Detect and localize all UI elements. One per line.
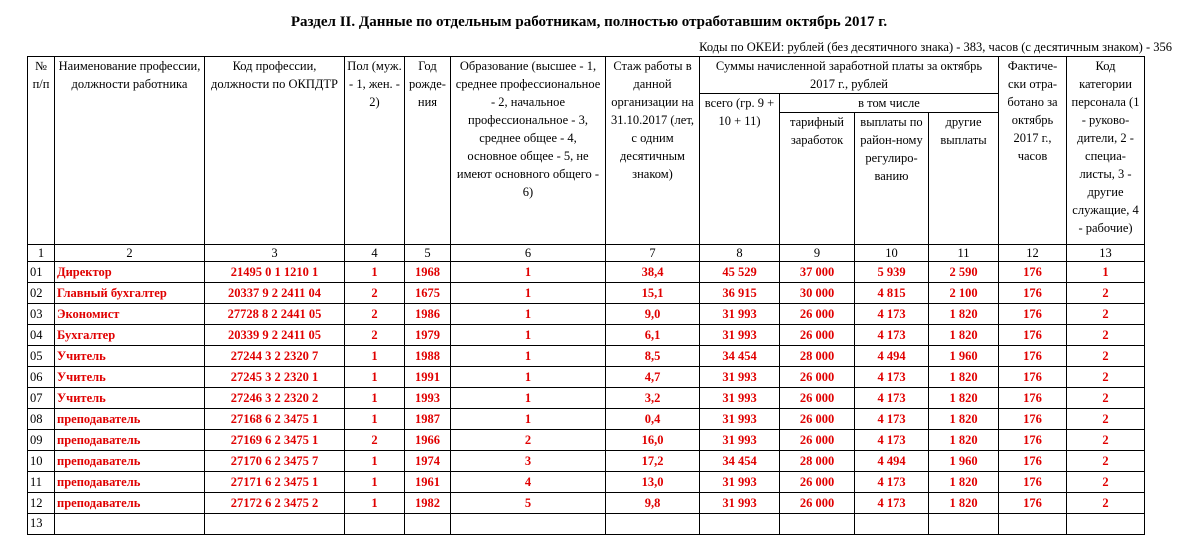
row-tariff-earnings: 26 000 [780, 304, 855, 325]
empty-cell [606, 514, 700, 535]
row-salary-total: 31 993 [700, 304, 780, 325]
row-position-name: Учитель [55, 367, 205, 388]
row-profession-code: 27168 6 2 3475 1 [205, 409, 345, 430]
row-tariff-earnings: 26 000 [780, 367, 855, 388]
column-number: 3 [205, 245, 345, 262]
row-regional-payments: 4 173 [855, 430, 929, 451]
column-number: 13 [1067, 245, 1145, 262]
row-work-experience: 6,1 [606, 325, 700, 346]
row-other-payments: 1 960 [929, 451, 999, 472]
row-profession-code: 27728 8 2 2441 05 [205, 304, 345, 325]
row-sex: 1 [345, 262, 405, 283]
column-number: 5 [405, 245, 451, 262]
table-row [28, 304, 1145, 325]
row-birth-year: 1986 [405, 304, 451, 325]
row-staff-category: 2 [1067, 346, 1145, 367]
row-education: 5 [451, 493, 606, 514]
row-work-experience: 38,4 [606, 262, 700, 283]
row-other-payments: 1 960 [929, 346, 999, 367]
row-work-experience: 15,1 [606, 283, 700, 304]
row-sex: 2 [345, 283, 405, 304]
table-row [28, 409, 1145, 430]
row-work-experience: 8,5 [606, 346, 700, 367]
row-tariff-earnings: 28 000 [780, 451, 855, 472]
row-hours-worked: 176 [999, 283, 1067, 304]
row-number: 05 [28, 346, 55, 367]
row-tariff-earnings: 26 000 [780, 493, 855, 514]
row-salary-total: 31 993 [700, 325, 780, 346]
row-staff-category: 2 [1067, 493, 1145, 514]
row-position-name: Главный бухгалтер [55, 283, 205, 304]
table-row [28, 346, 1145, 367]
row-other-payments: 2 590 [929, 262, 999, 283]
header-regional-payments: выплаты по район-ному регулиро-ванию [855, 113, 929, 245]
row-position-name: Директор [55, 262, 205, 283]
row-sex: 1 [345, 388, 405, 409]
table-row [28, 493, 1145, 514]
row-education: 1 [451, 346, 606, 367]
row-salary-total: 34 454 [700, 451, 780, 472]
header-work-experience: Стаж работы в данной организации на 31.10.2017 (лет, с одним десятичным знаком) [606, 57, 700, 245]
row-salary-total: 31 993 [700, 430, 780, 451]
row-sex: 1 [345, 367, 405, 388]
row-work-experience: 0,4 [606, 409, 700, 430]
column-number: 8 [700, 245, 780, 262]
empty-cell [780, 514, 855, 535]
header-birth-year: Год рожде-ния [405, 57, 451, 245]
column-numbers-row [28, 245, 1145, 262]
row-birth-year: 1991 [405, 367, 451, 388]
row-work-experience: 4,7 [606, 367, 700, 388]
row-staff-category: 1 [1067, 262, 1145, 283]
table-row [28, 262, 1145, 283]
header-including: в том числе [780, 94, 999, 113]
row-sex: 1 [345, 493, 405, 514]
column-number: 6 [451, 245, 606, 262]
empty-cell [345, 514, 405, 535]
table-row [28, 388, 1145, 409]
row-education: 1 [451, 283, 606, 304]
row-sex: 1 [345, 409, 405, 430]
row-birth-year: 1675 [405, 283, 451, 304]
empty-cell [855, 514, 929, 535]
row-education: 1 [451, 304, 606, 325]
header-number: № п/п [28, 57, 55, 245]
row-sex: 2 [345, 304, 405, 325]
header-other-payments: другие выплаты [929, 113, 999, 245]
row-hours-worked: 176 [999, 430, 1067, 451]
row-position-name: преподаватель [55, 430, 205, 451]
row-sex: 2 [345, 325, 405, 346]
row-hours-worked: 176 [999, 325, 1067, 346]
row-hours-worked: 176 [999, 367, 1067, 388]
row-profession-code: 27245 3 2 2320 1 [205, 367, 345, 388]
table-row [28, 283, 1145, 304]
row-hours-worked: 176 [999, 472, 1067, 493]
row-position-name: Экономист [55, 304, 205, 325]
column-number: 4 [345, 245, 405, 262]
row-birth-year: 1988 [405, 346, 451, 367]
row-staff-category: 2 [1067, 472, 1145, 493]
row-position-name: Учитель [55, 346, 205, 367]
empty-cell [205, 514, 345, 535]
row-hours-worked: 176 [999, 346, 1067, 367]
row-salary-total: 36 915 [700, 283, 780, 304]
row-birth-year: 1966 [405, 430, 451, 451]
row-birth-year: 1961 [405, 472, 451, 493]
row-hours-worked: 176 [999, 493, 1067, 514]
okei-codes-note: Коды по ОКЕИ: рублей (без десятичного знака) - 383, часов (с десятичным знаком) - 356 [699, 40, 1172, 54]
row-profession-code: 21495 0 1 1210 1 [205, 262, 345, 283]
row-sex: 1 [345, 472, 405, 493]
row-work-experience: 9,8 [606, 493, 700, 514]
row-other-payments: 1 820 [929, 493, 999, 514]
row-staff-category: 2 [1067, 430, 1145, 451]
row-position-name: Учитель [55, 388, 205, 409]
row-regional-payments: 4 173 [855, 409, 929, 430]
row-work-experience: 16,0 [606, 430, 700, 451]
row-work-experience: 3,2 [606, 388, 700, 409]
row-profession-code: 27171 6 2 3475 1 [205, 472, 345, 493]
row-salary-total: 34 454 [700, 346, 780, 367]
row-regional-payments: 5 939 [855, 262, 929, 283]
row-tariff-earnings: 26 000 [780, 472, 855, 493]
row-education: 1 [451, 388, 606, 409]
row-regional-payments: 4 173 [855, 325, 929, 346]
row-staff-category: 2 [1067, 304, 1145, 325]
table-row-empty [28, 514, 1145, 535]
section-title: Раздел II. Данные по отдельным работникам, полностью отработавшим октябрь 2017 г. [290, 14, 888, 30]
row-other-payments: 1 820 [929, 367, 999, 388]
row-regional-payments: 4 173 [855, 472, 929, 493]
column-number: 10 [855, 245, 929, 262]
row-tariff-earnings: 28 000 [780, 346, 855, 367]
row-number: 09 [28, 430, 55, 451]
row-regional-payments: 4 173 [855, 388, 929, 409]
row-staff-category: 2 [1067, 283, 1145, 304]
row-number: 11 [28, 472, 55, 493]
row-number: 10 [28, 451, 55, 472]
row-education: 1 [451, 409, 606, 430]
row-salary-total: 31 993 [700, 367, 780, 388]
row-work-experience: 9,0 [606, 304, 700, 325]
row-education: 3 [451, 451, 606, 472]
header-hours-worked: Фактиче-ски отра-ботано за октябрь 2017 г., часов [999, 57, 1067, 245]
row-salary-total: 31 993 [700, 493, 780, 514]
column-number: 9 [780, 245, 855, 262]
row-staff-category: 2 [1067, 367, 1145, 388]
row-hours-worked: 176 [999, 409, 1067, 430]
row-position-name: преподаватель [55, 409, 205, 430]
row-staff-category: 2 [1067, 451, 1145, 472]
column-number: 12 [999, 245, 1067, 262]
row-work-experience: 13,0 [606, 472, 700, 493]
row-hours-worked: 176 [999, 451, 1067, 472]
row-salary-total: 31 993 [700, 472, 780, 493]
row-education: 1 [451, 325, 606, 346]
row-birth-year: 1979 [405, 325, 451, 346]
row-other-payments: 1 820 [929, 409, 999, 430]
row-profession-code: 20339 9 2 2411 05 [205, 325, 345, 346]
empty-cell [999, 514, 1067, 535]
row-staff-category: 2 [1067, 388, 1145, 409]
row-other-payments: 1 820 [929, 472, 999, 493]
row-salary-total: 31 993 [700, 409, 780, 430]
row-regional-payments: 4 494 [855, 451, 929, 472]
header-tariff-earnings: тарифный заработок [780, 113, 855, 245]
empty-cell [405, 514, 451, 535]
row-salary-total: 31 993 [700, 388, 780, 409]
column-number: 2 [55, 245, 205, 262]
row-profession-code: 27244 3 2 2320 7 [205, 346, 345, 367]
row-birth-year: 1982 [405, 493, 451, 514]
row-profession-code: 27169 6 2 3475 1 [205, 430, 345, 451]
row-birth-year: 1993 [405, 388, 451, 409]
row-staff-category: 2 [1067, 325, 1145, 346]
row-number: 03 [28, 304, 55, 325]
row-salary-total: 45 529 [700, 262, 780, 283]
row-education: 2 [451, 430, 606, 451]
column-number: 1 [28, 245, 55, 262]
row-regional-payments: 4 494 [855, 346, 929, 367]
header-staff-category: Код категории персонала (1 - руково-дители, 2 - специа-листы, 3 - другие служащие, 4 - рабочие) [1067, 57, 1145, 245]
row-profession-code: 20337 9 2 2411 04 [205, 283, 345, 304]
table-row [28, 451, 1145, 472]
row-staff-category: 2 [1067, 409, 1145, 430]
row-number: 02 [28, 283, 55, 304]
row-other-payments: 1 820 [929, 304, 999, 325]
header-education: Образование (высшее - 1, среднее профессиональное - 2, начальное профессиональное - 3, среднее общее - 4, основное общее - 5, не имеют основного общего - 6) [451, 57, 606, 245]
row-profession-code: 27172 6 2 3475 2 [205, 493, 345, 514]
row-number: 08 [28, 409, 55, 430]
row-tariff-earnings: 37 000 [780, 262, 855, 283]
row-position-name: преподаватель [55, 472, 205, 493]
empty-cell [451, 514, 606, 535]
row-birth-year: 1974 [405, 451, 451, 472]
row-education: 1 [451, 262, 606, 283]
row-position-name: преподаватель [55, 493, 205, 514]
row-birth-year: 1968 [405, 262, 451, 283]
empty-cell [700, 514, 780, 535]
row-education: 4 [451, 472, 606, 493]
header-profession-code: Код профессии, должности по ОКПДТР [205, 57, 345, 245]
row-number: 13 [28, 514, 55, 535]
empty-cell [929, 514, 999, 535]
row-regional-payments: 4 173 [855, 304, 929, 325]
row-regional-payments: 4 173 [855, 367, 929, 388]
row-other-payments: 1 820 [929, 388, 999, 409]
table-row [28, 430, 1145, 451]
row-regional-payments: 4 173 [855, 493, 929, 514]
table-row [28, 325, 1145, 346]
row-other-payments: 1 820 [929, 430, 999, 451]
row-hours-worked: 176 [999, 304, 1067, 325]
row-position-name: Бухгалтер [55, 325, 205, 346]
empty-cell [55, 514, 205, 535]
empty-cell [1067, 514, 1145, 535]
column-number: 11 [929, 245, 999, 262]
header-salary-total: всего (гр. 9 + 10 + 11) [700, 94, 780, 245]
row-birth-year: 1987 [405, 409, 451, 430]
row-other-payments: 1 820 [929, 325, 999, 346]
row-regional-payments: 4 815 [855, 283, 929, 304]
row-profession-code: 27170 6 2 3475 7 [205, 451, 345, 472]
row-tariff-earnings: 30 000 [780, 283, 855, 304]
row-number: 12 [28, 493, 55, 514]
row-tariff-earnings: 26 000 [780, 325, 855, 346]
row-number: 06 [28, 367, 55, 388]
row-position-name: преподаватель [55, 451, 205, 472]
column-number: 7 [606, 245, 700, 262]
header-salary-sums: Суммы начисленной заработной платы за октябрь 2017 г., рублей [700, 57, 999, 94]
row-tariff-earnings: 26 000 [780, 409, 855, 430]
row-work-experience: 17,2 [606, 451, 700, 472]
row-sex: 1 [345, 451, 405, 472]
row-number: 01 [28, 262, 55, 283]
table-row [28, 367, 1145, 388]
row-hours-worked: 176 [999, 262, 1067, 283]
row-number: 04 [28, 325, 55, 346]
employees-table [27, 56, 1145, 535]
row-profession-code: 27246 3 2 2320 2 [205, 388, 345, 409]
row-sex: 1 [345, 346, 405, 367]
row-other-payments: 2 100 [929, 283, 999, 304]
row-education: 1 [451, 367, 606, 388]
row-number: 07 [28, 388, 55, 409]
header-position-name: Наименование профессии, должности работника [55, 57, 205, 245]
row-sex: 2 [345, 430, 405, 451]
row-tariff-earnings: 26 000 [780, 430, 855, 451]
row-hours-worked: 176 [999, 388, 1067, 409]
table-row [28, 472, 1145, 493]
header-sex: Пол (муж. - 1, жен. - 2) [345, 57, 405, 245]
row-tariff-earnings: 26 000 [780, 388, 855, 409]
